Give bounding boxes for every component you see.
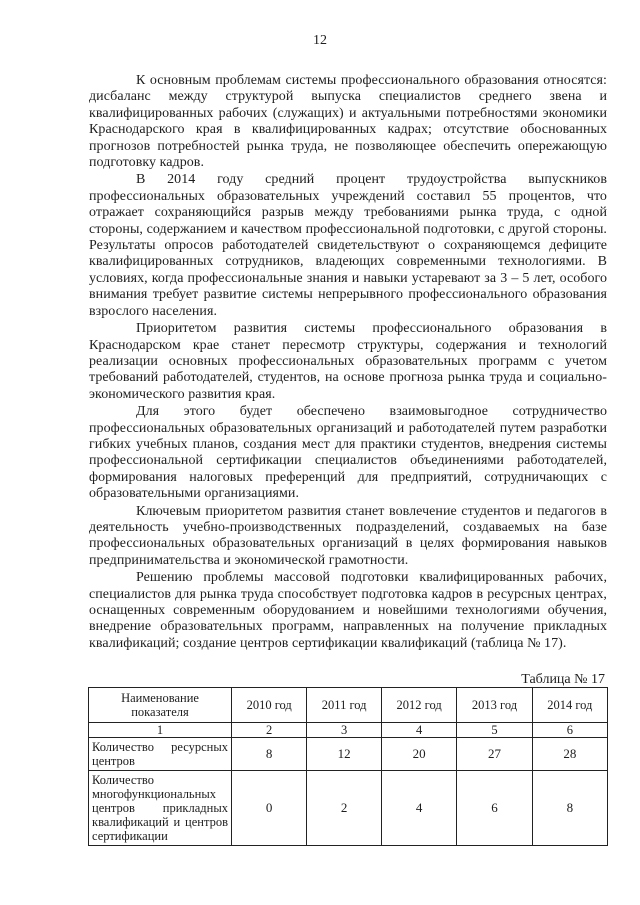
- index-cell: 5: [457, 723, 532, 738]
- table-cell: 28: [532, 738, 607, 771]
- table-cell: 27: [457, 738, 532, 771]
- index-cell: 1: [89, 723, 232, 738]
- header-year: 2013 год: [457, 688, 532, 723]
- paragraph-5: Ключевым приоритетом развития станет вовлечение студентов и педагогов в деятельность учебно-производственных подразделений, создаваемых на базе профессиональных образовательных организаций в целях формирования навыков предпринимательства и экономической грамотности.: [89, 503, 607, 568]
- header-indicator-name: Наименование показателя: [89, 688, 232, 723]
- index-cell: 2: [232, 723, 307, 738]
- table-cell: 2: [307, 771, 382, 846]
- table-index-row: [89, 723, 608, 738]
- index-cell: 4: [381, 723, 456, 738]
- paragraph-3: Приоритетом развития системы профессионального образования в Краснодарском крае станет пересмотр структуры, содержания и технологий реализации основных профессиональных образовательных программ с учетом требований работодателей, студентов, на основе прогноза рынка труда и социально-экономического развития края.: [89, 321, 607, 402]
- table-cell: 20: [381, 738, 456, 771]
- table-cell: 8: [232, 738, 307, 771]
- table-cell: 6: [457, 771, 532, 846]
- table-cell: 8: [532, 771, 607, 846]
- table-cell: 0: [232, 771, 307, 846]
- paragraph-6: Решению проблемы массовой подготовки квалифицированных рабочих, специалистов для рынка труда способствует подготовка кадров в ресурсных центрах, оснащенных современным оборудованием и новейшими технологиями обучения, внедрение образовательных программ, направленных на получение прикладных квалификаций; создание центров сертификации квалификаций (таблица № 17).: [89, 570, 607, 651]
- paragraph-4: Для этого будет обеспечено взаимовыгодное сотрудничество профессиональных образовательных организаций и работодателей путем разработки гибких учебных планов, создания мест для практики студентов, внедрения системы профессиональной сертификации специалистов объединениями работодателей, формирования налоговых преференций для предприятий, сотрудничающих с образовательными организациями.: [89, 404, 607, 502]
- header-year: 2012 год: [381, 688, 456, 723]
- paragraph-2: В 2014 году средний процент трудоустройства выпускников профессиональных образовательных учреждений составил 55 процентов, что отражает сохраняющийся разрыв между требованиями рынка труда, с одной стороны, содержанием и качеством профессиональной подготовки, с другой стороны. Результаты опросов работодателей свидетельствуют о сохраняющемся дефиците квалифицированных сотрудников, владеющих современными технологиями. В условиях, когда профессиональные знания и навыки устаревают за 3 – 5 лет, особого внимания требует развитие системы непрерывного профессионального образования взрослого населения.: [89, 172, 607, 319]
- table-cell: 12: [307, 738, 382, 771]
- paragraph-1: К основным проблемам системы профессионального образования относятся: дисбаланс между структурой выпуска специалистов среднего звена и квалифицированных рабочих (служащих) и актуальными потребностями экономики Краснодарского края в квалифицированных кадрах; отсутствие обоснованных прогнозов потребностей рынка труда, не позволяющее обеспечить опережающую подготовку кадров.: [89, 73, 607, 171]
- data-table: [88, 687, 608, 846]
- index-cell: 6: [532, 723, 607, 738]
- table-header-row: [89, 688, 608, 723]
- index-cell: 3: [307, 723, 382, 738]
- table-caption: Таблица № 17: [521, 672, 605, 687]
- table-cell: 4: [381, 771, 456, 846]
- header-year: 2010 год: [232, 688, 307, 723]
- table-row: [89, 738, 608, 771]
- page-number: 12: [313, 33, 327, 48]
- table-row: [89, 771, 608, 846]
- header-year: 2011 год: [307, 688, 382, 723]
- body-text: [89, 73, 607, 652]
- header-year: 2014 год: [532, 688, 607, 723]
- row-name: Количество ресурсных центров: [89, 738, 232, 771]
- row-name: Количество многофункциональных центров прикладных квалификаций и центров сертификации: [89, 771, 232, 846]
